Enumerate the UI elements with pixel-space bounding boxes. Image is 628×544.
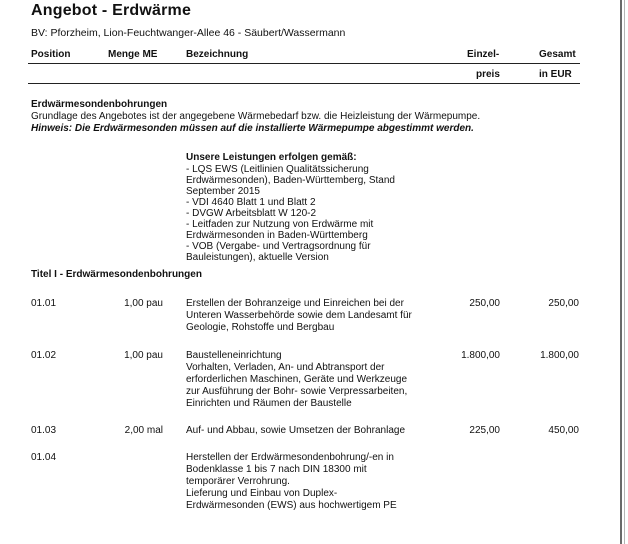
services-line: Bauleistungen), aktuelle Version: [186, 252, 329, 263]
item-position: 01.03: [31, 425, 57, 436]
header-rule-bottom: [28, 83, 580, 84]
item-position: 01.04: [31, 452, 57, 463]
title-section-heading: Titel I - Erdwärmesondenbohrungen: [31, 269, 202, 280]
item-description-line: Lieferung und Einbau von Duplex-: [186, 488, 338, 499]
item-position: 01.02: [31, 350, 57, 361]
item-unit-price: 1.800,00: [461, 350, 500, 361]
services-line: - LQS EWS (Leitlinien Qualitätssicherung: [186, 164, 369, 175]
item-description-line: Vorhalten, Verladen, An- und Abtransport der: [186, 362, 385, 373]
scan-edge-line-light: [624, 0, 625, 544]
item-description-line: temporärer Verrohrung.: [186, 476, 290, 487]
services-line: - VDI 4640 Blatt 1 und Blatt 2: [186, 197, 316, 208]
item-quantity: 1,00 pau: [124, 350, 163, 361]
item-description-line: Geologie, Rohstoffe und Bergbau: [186, 322, 335, 333]
header-rule-top: [28, 63, 580, 64]
item-description-line: Erdwärmesonden (EWS) aus hochwertigem PE: [186, 500, 397, 511]
column-header-description: Bezeichnung: [186, 49, 249, 60]
building-project-line: BV: Pforzheim, Lion-Feuchtwanger-Allee 46 - Säubert/Wassermann: [31, 27, 346, 39]
services-line: September 2015: [186, 186, 260, 197]
item-unit-price: 250,00: [469, 298, 500, 309]
item-description-line: Erstellen der Bohranzeige und Einreichen bei der: [186, 298, 404, 309]
item-description-line: Bodenklasse 1 bis 7 nach DIN 18300 mit: [186, 464, 367, 475]
item-description-line: zur Ausführung der Bohr- sowie Verpressarbeiten,: [186, 386, 408, 397]
item-position: 01.01: [31, 298, 57, 309]
column-header-quantity: Menge ME: [108, 49, 158, 60]
services-line: - DVGW Arbeitsblatt W 120-2: [186, 208, 317, 219]
services-line: Erdwärmesonden in Baden-Württemberg: [186, 230, 368, 241]
column-header-total: Gesamt: [539, 49, 576, 60]
item-quantity: 1,00 pau: [124, 298, 163, 309]
item-total: 450,00: [548, 425, 579, 436]
column-header-total-line2: in EUR: [539, 69, 572, 80]
item-total: 250,00: [548, 298, 579, 309]
item-description-line: Baustelleneinrichtung: [186, 350, 282, 361]
item-total: 1.800,00: [540, 350, 579, 361]
item-unit-price: 225,00: [469, 425, 500, 436]
item-description-line: Auf- und Abbau, sowie Umsetzen der Bohranlage: [186, 425, 406, 436]
scan-edge-line: [620, 0, 622, 544]
item-description-line: erforderlichen Maschinen, Geräte und Werkzeuge: [186, 374, 408, 385]
section-hint: Hinweis: Die Erdwärmesonden müssen auf die installierte Wärmepumpe abgestimmt werden.: [31, 123, 474, 134]
column-header-unit-price: Einzel-: [467, 49, 500, 60]
section-title: Erdwärmesondenbohrungen: [31, 99, 168, 110]
item-description-line: Einrichten und Räumen der Baustelle: [186, 398, 352, 409]
services-line: Erdwärmesonden), Baden-Württemberg, Stand: [186, 175, 395, 186]
services-line: - Leitfaden zur Nutzung von Erdwärme mit: [186, 219, 374, 230]
item-quantity: 2,00 mal: [124, 425, 163, 436]
item-description-line: Unteren Wasserbehörde sowie dem Landesamt für: [186, 310, 412, 321]
item-description-line: Herstellen der Erdwärmesondenbohrung/-en in: [186, 452, 394, 463]
document-title: Angebot - Erdwärme: [31, 2, 192, 19]
column-header-unit-price-line2: preis: [476, 69, 500, 80]
services-list: [186, 164, 426, 263]
services-title: Unsere Leistungen erfolgen gemäß:: [186, 152, 357, 163]
column-header-position: Position: [31, 49, 71, 60]
services-line: - VOB (Vergabe- und Vertragsordnung für: [186, 241, 371, 252]
section-description: Grundlage des Angebotes ist der angegebene Wärmebedarf bzw. die Heizleistung der Wärmepumpe.: [31, 111, 481, 122]
